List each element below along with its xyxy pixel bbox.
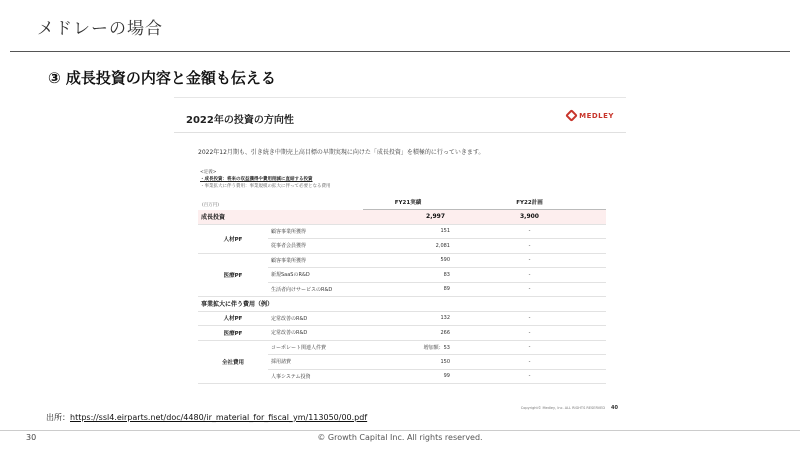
row-fy22: - [453,253,606,268]
table-row [198,311,606,326]
growth-investment-row [198,210,606,225]
row-item: 顧客事業所獲得 [268,253,363,268]
definition-expansion: ・事業拡大に伴う費用：事業規模の拡大に伴って必要となる費用 [200,184,331,189]
row-fy21: 590 [363,253,453,268]
row-fy22: - [453,268,606,283]
definition-title: <定義> [200,170,217,175]
footer-divider [0,430,800,431]
col-header-fy22: FY22計画 [453,195,606,210]
embedded-slide [174,97,626,415]
slide-intro-text: 2022年12月期も、引き続き中期売上高目標の早期実現に向けた「成長投資」を積極的に行っていきます。 [198,149,485,156]
row-item: 新規SaaSのR&D [268,268,363,283]
medley-logo-icon [565,109,578,122]
slide-page-number: 40 [611,405,618,411]
growth-label: 成長投資 [198,210,363,225]
table-header-row [198,195,606,210]
row-fy22: - [453,355,606,370]
row-item: 従事者会員獲得 [268,239,363,254]
row-fy21: 132 [363,311,453,326]
source-citation [46,412,367,423]
row-fy21: 266 [363,326,453,341]
expansion-cost-row [198,297,606,312]
growth-fy21: 2,997 [363,210,453,225]
row-item: 採用諸費 [268,355,363,370]
row-fy22: - [453,311,606,326]
table-row [198,326,606,341]
investment-table [198,195,606,384]
row-fy22: - [453,239,606,254]
definition-box [200,169,331,190]
slide-title-divider [174,132,626,133]
slide-copyright: Copyright© Medley, Inc. ALL RIGHTS RESERVED [520,406,606,410]
row-fy21: 増加額：53 [363,340,453,355]
category-med-pf: 医療PF [198,253,268,297]
page-number: 30 [26,433,37,442]
row-fy22: - [453,369,606,384]
row-fy21: 89 [363,282,453,297]
footer-copyright: © Growth Capital Inc. All rights reserved. [317,433,483,442]
table-row [198,340,606,355]
category-corporate: 全社費用 [198,340,268,384]
category-hr-pf: 人材PF [198,224,268,253]
category-med-pf: 医療PF [198,326,268,341]
source-prefix: 出所： [46,413,70,422]
table-row [198,253,606,268]
source-link[interactable]: https://ssl4.eirparts.net/doc/4480/ir_material_for_fiscal_ym/113050/00.pdf [70,413,368,422]
definition-growth: ・成長投資：将来の収益獲得や費用削減に直結する投資 [200,177,313,182]
medley-logo [567,111,614,120]
col-header-fy21: FY21実績 [363,195,453,210]
medley-logo-text: MEDLEY [579,111,614,120]
row-fy22: - [453,282,606,297]
row-fy21: 151 [363,224,453,239]
row-fy21: 2,081 [363,239,453,254]
row-fy22: - [453,224,606,239]
slide-title: 2022年の投資の方向性 [186,115,294,126]
row-item: 生活者向けサービスのR&D [268,282,363,297]
row-item: 定常改善のR&D [268,311,363,326]
title-divider [10,51,790,52]
row-fy21: 83 [363,268,453,283]
page-title: メドレーの場合 [37,19,163,39]
row-item: 人事システム投資 [268,369,363,384]
slide-footer [521,405,618,411]
section-subtitle: ③ 成長投資の内容と金額も伝える [48,69,276,87]
row-fy22: - [453,340,606,355]
unit-label: (百万円) [202,203,220,208]
expansion-label: 事業拡大に伴う費用（例） [198,297,606,312]
row-fy21: 150 [363,355,453,370]
table-row [198,224,606,239]
row-item: コーポレート関連人件費 [268,340,363,355]
row-item: 定常改善のR&D [268,326,363,341]
growth-fy22: 3,900 [453,210,606,225]
row-fy21: 99 [363,369,453,384]
category-hr-pf: 人材PF [198,311,268,326]
row-item: 顧客事業所獲得 [268,224,363,239]
row-fy22: - [453,326,606,341]
